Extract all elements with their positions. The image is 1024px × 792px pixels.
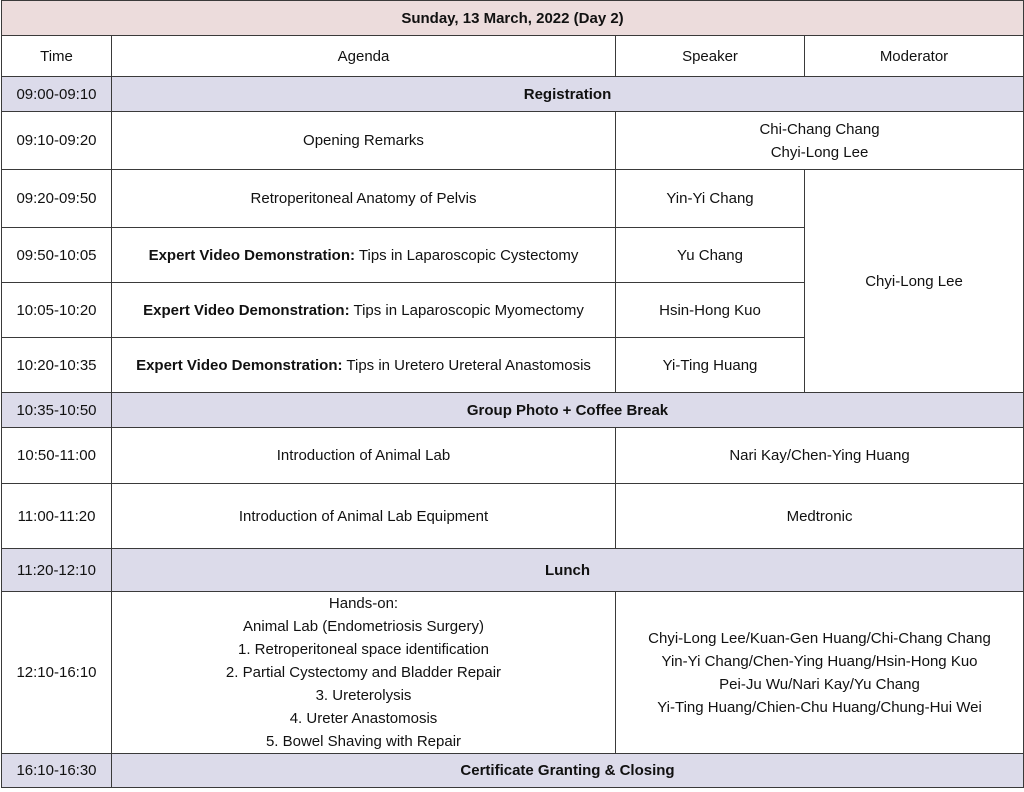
- table-row: [2, 170, 1024, 228]
- moderator-cell: Chyi-Long Lee: [805, 170, 1024, 393]
- agenda-topic: Tips in Laparoscopic Myomectomy: [349, 301, 584, 319]
- speaker-cell: Yi-Ting Huang: [616, 338, 805, 393]
- agenda-cell: Opening Remarks: [112, 112, 616, 170]
- speaker-cell: Nari Kay/Chen-Ying Huang: [616, 428, 1024, 484]
- time-cell: 16:10-16:30: [2, 754, 112, 788]
- time-cell: 11:20-12:10: [2, 549, 112, 592]
- session-lunch: Lunch: [112, 549, 1024, 592]
- agenda-cell: Introduction of Animal Lab Equipment: [112, 484, 616, 549]
- speaker-cell: Yin-Yi Chang: [616, 170, 805, 228]
- table-row: [2, 484, 1024, 549]
- time-cell: 09:10-09:20: [2, 112, 112, 170]
- agenda-line: Animal Lab (Endometriosis Surgery): [243, 618, 484, 635]
- agenda-cell: [112, 592, 616, 754]
- header-agenda: Agenda: [112, 36, 616, 77]
- table-row: [2, 77, 1024, 112]
- agenda-cell: [112, 338, 616, 393]
- agenda-bold-label: Expert Video Demonstration:: [136, 356, 343, 374]
- table-row: [2, 112, 1024, 170]
- agenda-line: 5. Bowel Shaving with Repair: [265, 733, 462, 750]
- time-cell: 09:50-10:05: [2, 228, 112, 283]
- speaker-cell: Hsin-Hong Kuo: [616, 283, 805, 338]
- agenda-cell: [112, 283, 616, 338]
- agenda-bold-label: Expert Video Demonstration:: [143, 301, 350, 319]
- session-closing: Certificate Granting & Closing: [112, 754, 1024, 788]
- time-cell: 10:20-10:35: [2, 338, 112, 393]
- header-moderator: Moderator: [805, 36, 1024, 77]
- agenda-bold-label: Expert Video Demonstration:: [148, 246, 355, 264]
- speaker-cell: Medtronic: [616, 484, 1024, 549]
- table-row: [2, 428, 1024, 484]
- time-cell: 10:50-11:00: [2, 428, 112, 484]
- time-cell: 10:35-10:50: [2, 393, 112, 428]
- header-row: [2, 36, 1024, 77]
- agenda-line: Hands-on:: [328, 595, 399, 612]
- speaker-cell: Yu Chang: [616, 228, 805, 283]
- agenda-cell: Retroperitoneal Anatomy of Pelvis: [112, 170, 616, 228]
- time-cell: 09:20-09:50: [2, 170, 112, 228]
- agenda-table: [1, 0, 1024, 788]
- agenda-line: 1. Retroperitoneal space identification: [238, 641, 489, 658]
- time-cell: 11:00-11:20: [2, 484, 112, 549]
- table-row: [2, 393, 1024, 428]
- header-time: Time: [2, 36, 112, 77]
- session-coffee-break: Group Photo + Coffee Break: [112, 393, 1024, 428]
- agenda-topic: Tips in Laparoscopic Cystectomy: [355, 246, 579, 264]
- speaker-line: Yi-Ting Huang/Chien-Chu Huang/Chung-Hui Wei: [657, 698, 982, 716]
- agenda-line: 2. Partial Cystectomy and Bladder Repair: [225, 664, 502, 681]
- time-cell: 10:05-10:20: [2, 283, 112, 338]
- day-title-row: [2, 1, 1024, 36]
- speaker-line: Chyi-Long Lee/Kuan-Gen Huang/Chi-Chang Chang: [648, 629, 991, 647]
- speaker-line: Yin-Yi Chang/Chen-Ying Huang/Hsin-Hong Kuo: [661, 652, 978, 670]
- agenda-cell: [112, 228, 616, 283]
- table-row: [2, 754, 1024, 788]
- agenda-line: 3. Ureterolysis: [315, 687, 412, 704]
- speaker-cell: [616, 112, 1024, 170]
- day-title: Sunday, 13 March, 2022 (Day 2): [2, 1, 1024, 36]
- agenda-cell: Introduction of Animal Lab: [112, 428, 616, 484]
- speaker-name: Chyi-Long Lee: [770, 143, 869, 161]
- time-cell: 12:10-16:10: [2, 592, 112, 754]
- header-speaker: Speaker: [616, 36, 805, 77]
- session-registration: Registration: [112, 77, 1024, 112]
- time-cell: 09:00-09:10: [2, 77, 112, 112]
- speaker-line: Pei-Ju Wu/Nari Kay/Yu Chang: [719, 675, 920, 693]
- speaker-name: Chi-Chang Chang: [759, 120, 880, 138]
- table-row: [2, 549, 1024, 592]
- table-row: [2, 592, 1024, 754]
- speaker-cell: [616, 592, 1024, 754]
- agenda-topic: Tips in Uretero Ureteral Anastomosis: [342, 356, 591, 374]
- agenda-line: 4. Ureter Anastomosis: [289, 710, 438, 727]
